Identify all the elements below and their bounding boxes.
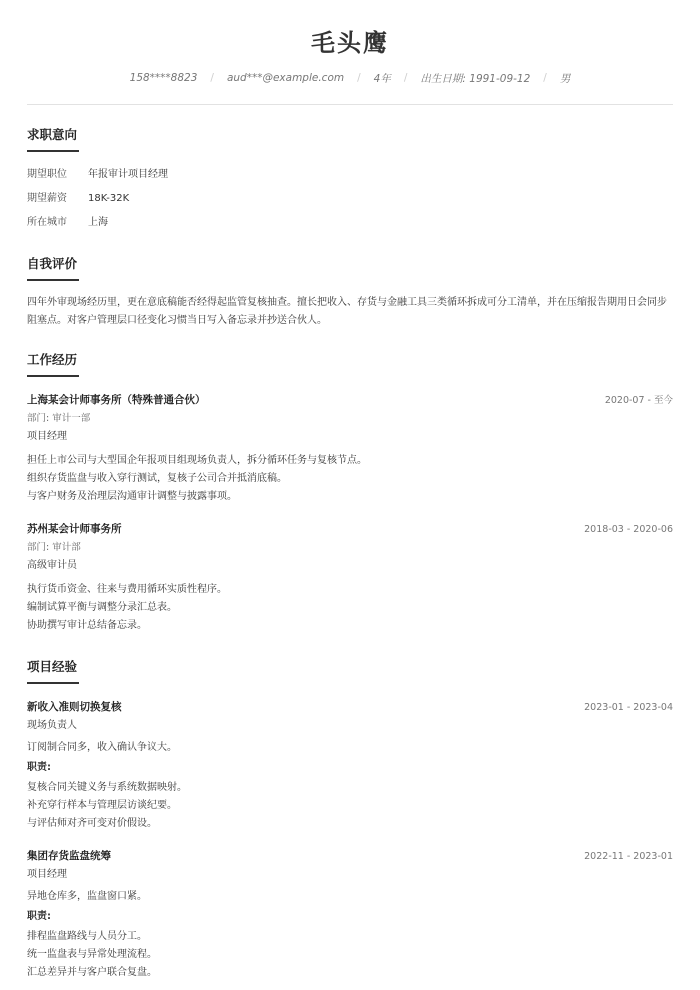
intent-value: 上海: [88, 217, 108, 228]
self-evaluation-text: 四年外审现场经历里，更在意底稿能否经得起监管复核抽查。擅长把收入、存货与金融工具三类循环拆成可分工清单，并在压缩报告期用日会同步阻塞点。对客户管理层口径变化习惯当日写入备忘录并抄送合伙人。: [27, 297, 667, 326]
work-bullet: 担任上市公司与大型国企年报项目组现场负责人，拆分循环任务与复核节点。: [27, 455, 367, 466]
birth-date: 出生日期: 1991-09-12: [420, 72, 531, 85]
work-years: 4年: [373, 72, 391, 85]
section-job-intent: [27, 105, 673, 230]
project-bullet: 统一监盘表与异常处理流程。: [27, 949, 157, 960]
separator: /: [357, 72, 361, 84]
section-underline: [27, 279, 79, 281]
project-description: 订阅制合同多，收入确认争议大。: [27, 742, 177, 753]
project-description: 异地仓库多，监盘窗口紧。: [27, 891, 147, 902]
intent-row-city: [27, 216, 673, 230]
intent-row-position: [27, 168, 673, 182]
project-name: 集团存货监盘统筹: [27, 850, 111, 862]
intent-key: 期望薪资: [27, 193, 67, 204]
section-title: 求职意向: [27, 127, 78, 142]
work-bullets: [27, 452, 673, 506]
project-bullet: 排程监盘路线与人员分工。: [27, 931, 147, 942]
email-address: aud***@example.com: [226, 72, 345, 84]
project-bullet: 汇总差异并与客户联合复盘。: [27, 967, 157, 978]
gender: 男: [559, 72, 571, 85]
project-bullet: 复核合同关键义务与系统数据映射。: [27, 782, 187, 793]
intent-key: 所在城市: [27, 217, 67, 228]
project-entry: [27, 699, 673, 833]
section-self-evaluation: [27, 230, 673, 330]
intent-value: 18K-32K: [88, 193, 130, 204]
work-entry-header: [27, 521, 673, 536]
work-bullets: [27, 581, 673, 635]
section-underline: [27, 375, 79, 377]
project-date-range: 2023-01 - 2023-04: [584, 702, 673, 713]
company-name: 上海某会计师事务所（特殊普通合伙）: [27, 394, 206, 406]
project-entry: [27, 848, 673, 982]
project-role: 现场负责人: [27, 720, 77, 731]
project-bullet: 补充穿行样本与管理层访谈纪要。: [27, 800, 177, 811]
company-name: 苏州某会计师事务所: [27, 523, 122, 535]
project-bullet: 与评估师对齐可变对价假设。: [27, 818, 157, 829]
project-entry-header: [27, 699, 673, 714]
intent-key: 期望职位: [27, 169, 67, 180]
separator: /: [403, 72, 408, 84]
work-date-range: 2018-03 - 2020-06: [584, 524, 673, 535]
project-entry-header: [27, 848, 673, 863]
job-title: 高级审计员: [27, 560, 77, 571]
department: 部门: 审计一部: [27, 413, 91, 424]
work-bullet: 编制试算平衡与调整分录汇总表。: [27, 602, 177, 613]
work-bullet: 与客户财务及治理层沟通审计调整与披露事项。: [27, 491, 237, 502]
responsibilities-label: 职责:: [27, 762, 51, 773]
section-title: 工作经历: [27, 352, 78, 367]
contact-line: [27, 70, 673, 86]
work-entry-header: [27, 392, 673, 407]
separator: /: [210, 72, 214, 84]
project-date-range: 2022-11 - 2023-01: [584, 851, 673, 862]
candidate-name: 毛头鹰: [311, 29, 389, 57]
department: 部门: 审计部: [27, 542, 81, 553]
intent-value: 年报审计项目经理: [88, 169, 168, 180]
phone-number: 158****8823: [129, 72, 198, 84]
section-underline: [27, 682, 79, 684]
intent-row-salary: [27, 192, 673, 206]
section-projects: [27, 635, 673, 982]
section-title: 项目经验: [27, 659, 78, 674]
work-entry: [27, 392, 673, 506]
responsibilities-label: 职责:: [27, 911, 51, 922]
project-name: 新收入准则切换复核: [27, 701, 122, 713]
work-date-range: 2020-07 - 至今: [604, 395, 673, 406]
section-work-experience: [27, 330, 673, 635]
work-bullet: 协助撰写审计总结备忘录。: [27, 620, 147, 631]
separator: /: [543, 72, 547, 84]
section-title: 自我评价: [27, 256, 78, 271]
intent-list: [27, 168, 673, 230]
job-title: 项目经理: [27, 431, 67, 442]
work-entry: [27, 521, 673, 635]
project-bullets: [27, 928, 673, 982]
project-role: 项目经理: [27, 869, 67, 880]
project-bullets: [27, 779, 673, 833]
work-bullet: 组织存货监盘与收入穿行测试，复核子公司合并抵消底稿。: [27, 473, 287, 484]
section-underline: [27, 150, 79, 152]
work-bullet: 执行货币资金、往来与费用循环实质性程序。: [27, 584, 227, 595]
